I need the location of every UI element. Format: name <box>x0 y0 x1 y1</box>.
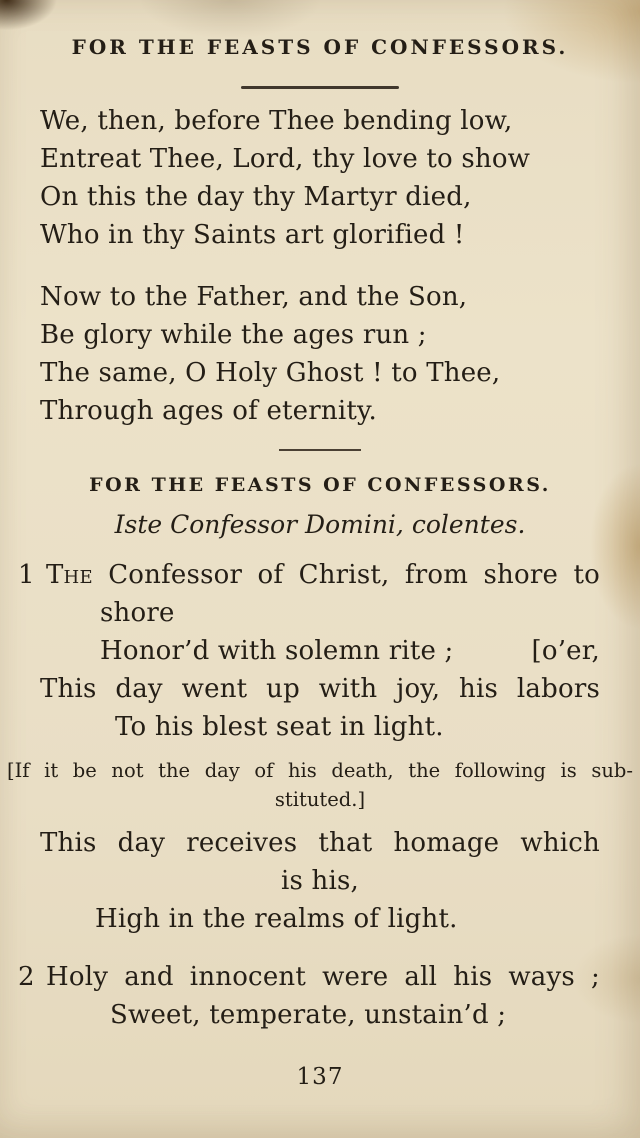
small-caps-word: The <box>46 560 93 590</box>
poem-line: Through ages of eternity. <box>40 396 377 426</box>
hymn-verse-1 <box>18 556 600 746</box>
doxology-stanza-2 <box>40 278 600 430</box>
doxology-stanza-1 <box>40 102 600 254</box>
poem-line: is his, <box>281 866 359 896</box>
rubric-line: stituted.] <box>274 788 366 811</box>
hymn-verse-2 <box>18 958 600 1034</box>
running-header: FOR THE FEASTS OF CONFESSORS. <box>71 35 569 59</box>
catchword: [o’er, <box>531 636 600 666</box>
verse-line: Sweet, temperate, unstain’d ; <box>110 1000 507 1030</box>
poem-line: Be glory while the ages run ; <box>40 320 427 350</box>
section-divider-rule <box>279 449 361 451</box>
verse-line <box>18 958 600 996</box>
rubric-line: [If it be not the day of his death, the following is sub- <box>7 759 633 782</box>
header-rule <box>241 86 399 89</box>
verse-line: shore <box>100 598 175 628</box>
verse-number: 1 <box>18 560 35 590</box>
poem-line: This day receives that homage which <box>40 828 600 858</box>
rubric-note <box>7 756 633 814</box>
verse-line: This day went up with joy, his labors <box>40 674 600 704</box>
poem-line: On this the day thy Martyr died, <box>40 182 472 212</box>
poem-line: Now to the Father, and the Son, <box>40 282 468 312</box>
verse-number: 2 <box>18 962 35 992</box>
poem-line: Who in thy Saints art glorified ! <box>40 220 465 250</box>
substitute-lines <box>40 824 600 938</box>
poem-line: High in the realms of light. <box>95 904 458 934</box>
verse-line-text: Holy and innocent were all his ways ; <box>46 962 600 992</box>
poem-line: We, then, before Thee bending low, <box>40 106 513 136</box>
verse-line <box>18 556 600 594</box>
poem-line: The same, O Holy Ghost ! to Thee, <box>40 358 501 388</box>
verse-line <box>40 632 600 670</box>
page-number: 137 <box>296 1064 344 1090</box>
poem-line: Entreat Thee, Lord, thy love to show <box>40 144 531 174</box>
verse-line-text: Honor’d with solemn rite ; <box>100 636 454 666</box>
verse-line-text <box>46 556 600 594</box>
hymn-heading: FOR THE FEASTS OF CONFESSORS. <box>89 474 551 496</box>
hymn-latin-title: Iste Confessor Domini, colentes. <box>114 510 526 539</box>
verse-line: To his blest seat in light. <box>115 712 444 742</box>
verse-line-rest: Confessor of Christ, from shore to <box>108 560 600 590</box>
